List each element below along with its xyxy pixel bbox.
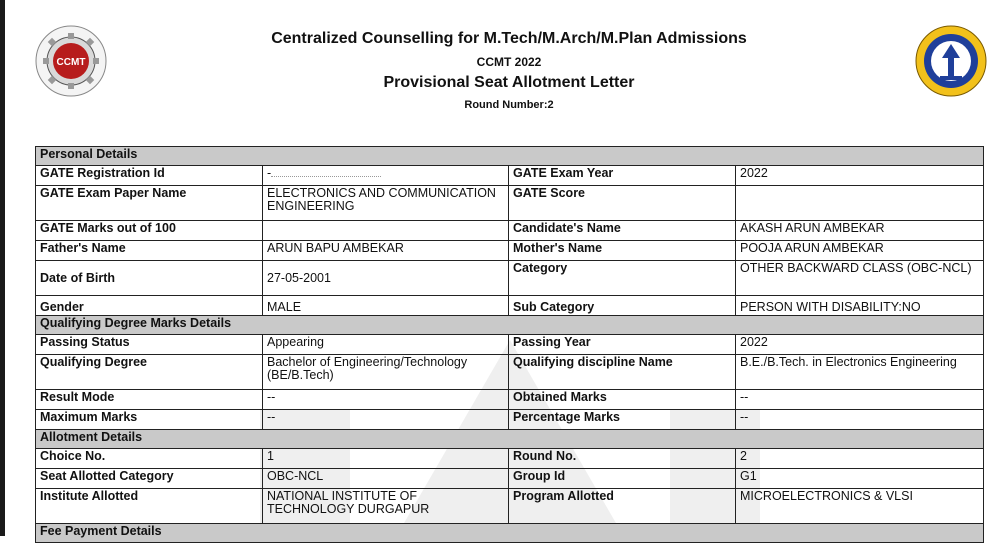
dob-label: Date of Birth <box>36 261 263 296</box>
father-name-value: ARUN BAPU AMBEKAR <box>263 241 509 261</box>
institute-allotted-label: Institute Allotted <box>36 489 263 524</box>
round-no-label: Round No. <box>509 449 736 469</box>
gender-value: MALE <box>263 296 509 316</box>
gate-score-label: GATE Score <box>509 186 736 221</box>
round-number: Round Number:2 <box>464 99 554 111</box>
letter-subtitle: CCMT 2022 <box>476 55 542 69</box>
group-id-value: G1 <box>736 469 984 489</box>
choice-no-value: 1 <box>263 449 509 469</box>
table-row <box>36 489 984 524</box>
obtained-marks-label: Obtained Marks <box>509 390 736 410</box>
gate-exam-year-label: GATE Exam Year <box>509 166 736 186</box>
table-row <box>36 296 984 316</box>
letter-header <box>0 0 1008 125</box>
round-no-value: 2 <box>736 449 984 469</box>
mother-name-label: Mother's Name <box>509 241 736 261</box>
letter-type-title: Provisional Seat Allotment Letter <box>383 74 635 91</box>
table-row <box>36 241 984 261</box>
table-row <box>36 335 984 355</box>
section-fee-payment: Fee Payment Details <box>36 524 984 543</box>
svg-text:CCMT: CCMT <box>56 57 86 68</box>
gate-paper-value: ELECTRONICS AND COMMUNICATION ENGINEERING <box>263 186 509 221</box>
program-allotted-label: Program Allotted <box>509 489 736 524</box>
section-qualifying-degree: Qualifying Degree Marks Details <box>36 316 984 335</box>
institute-emblem <box>914 24 988 98</box>
section-allotment-details: Allotment Details <box>36 430 984 449</box>
passing-year-label: Passing Year <box>509 335 736 355</box>
allotment-details-table <box>35 146 984 543</box>
gate-reg-id-value <box>263 166 509 186</box>
table-row <box>36 186 984 221</box>
percentage-marks-value: -- <box>736 410 984 430</box>
passing-status-label: Passing Status <box>36 335 263 355</box>
passing-status-value: Appearing <box>263 335 509 355</box>
result-mode-value: -- <box>263 390 509 410</box>
passing-year-value: 2022 <box>736 335 984 355</box>
table-row <box>36 166 984 186</box>
gate-marks-value <box>263 221 509 241</box>
sub-category-value: PERSON WITH DISABILITY:NO <box>736 296 984 316</box>
qualifying-degree-value: Bachelor of Engineering/Technology (BE/B.Tech) <box>263 355 509 390</box>
father-name-label: Father's Name <box>36 241 263 261</box>
section-personal-details: Personal Details <box>36 147 984 166</box>
maximum-marks-label: Maximum Marks <box>36 410 263 430</box>
dob-value: 27-05-2001 <box>263 261 509 296</box>
mother-name-value: POOJA ARUN AMBEKAR <box>736 241 984 261</box>
category-label: Category <box>509 261 736 296</box>
table-row <box>36 449 984 469</box>
category-value: OTHER BACKWARD CLASS (OBC-NCL) <box>736 261 984 296</box>
candidate-name-label: Candidate's Name <box>509 221 736 241</box>
redacted-mark <box>271 167 381 177</box>
table-row <box>36 469 984 489</box>
group-id-label: Group Id <box>509 469 736 489</box>
table-row <box>36 261 984 296</box>
institute-allotted-value: NATIONAL INSTITUTE OF TECHNOLOGY DURGAPUR <box>263 489 509 524</box>
result-mode-label: Result Mode <box>36 390 263 410</box>
table-row <box>36 221 984 241</box>
gate-exam-year-value: 2022 <box>736 166 984 186</box>
sub-category-label: Sub Category <box>509 296 736 316</box>
seat-category-value: OBC-NCL <box>263 469 509 489</box>
qualifying-discipline-label: Qualifying discipline Name <box>509 355 736 390</box>
program-allotted-value: MICROELECTRONICS & VLSI <box>736 489 984 524</box>
letter-main-title: Centralized Counselling for M.Tech/M.Arch/M.Plan Admissions <box>271 30 747 47</box>
gate-reg-id-text: - <box>267 166 272 180</box>
candidate-name-value: AKASH ARUN AMBEKAR <box>736 221 984 241</box>
qualifying-discipline-value: B.E./B.Tech. in Electronics Engineering <box>736 355 984 390</box>
table-row <box>36 355 984 390</box>
obtained-marks-value: -- <box>736 390 984 410</box>
table-row <box>36 390 984 410</box>
maximum-marks-value: -- <box>263 410 509 430</box>
gender-label: Gender <box>36 296 263 316</box>
gate-reg-id-label: GATE Registration Id <box>36 166 263 186</box>
seat-category-label: Seat Allotted Category <box>36 469 263 489</box>
gate-marks-label: GATE Marks out of 100 <box>36 221 263 241</box>
qualifying-degree-label: Qualifying Degree <box>36 355 263 390</box>
gate-paper-label: GATE Exam Paper Name <box>36 186 263 221</box>
gate-score-value <box>736 186 984 221</box>
choice-no-label: Choice No. <box>36 449 263 469</box>
percentage-marks-label: Percentage Marks <box>509 410 736 430</box>
table-row <box>36 410 984 430</box>
